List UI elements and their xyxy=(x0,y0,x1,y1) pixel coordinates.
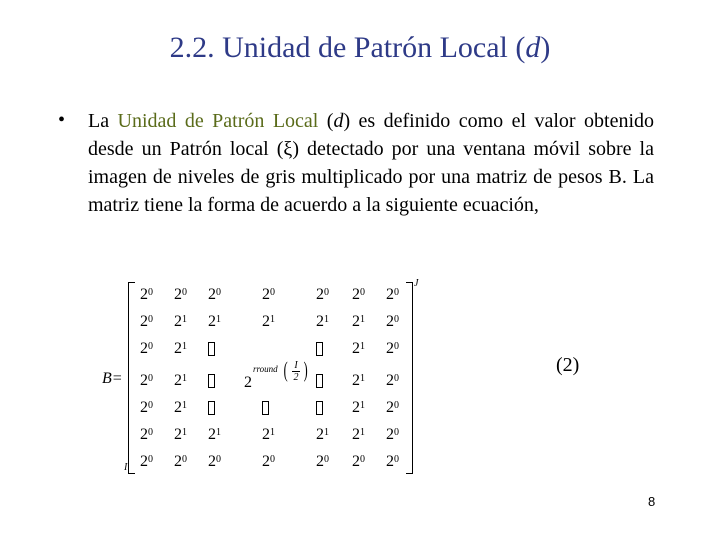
placeholder-box xyxy=(316,342,323,356)
title-suffix: ) xyxy=(540,31,551,64)
center-paren-right: ) xyxy=(303,357,308,382)
matrix-cell: $2^0$ xyxy=(140,426,153,443)
matrix-cell: $2^0$ xyxy=(174,453,187,470)
placeholder-box xyxy=(208,401,215,415)
matrix-index-top: J xyxy=(414,278,419,289)
matrix-cell: $2^0$ xyxy=(208,453,221,470)
matrix-cell: $2^1$ xyxy=(316,313,329,330)
matrix-cell xyxy=(316,340,323,358)
placeholder-box xyxy=(262,401,269,415)
bullet-symbol: d xyxy=(333,110,344,132)
matrix-cell xyxy=(208,340,215,358)
matrix-cell: $2^1$ xyxy=(352,340,365,357)
page-number: 8 xyxy=(648,494,656,509)
center-fraction xyxy=(292,360,300,383)
matrix-cell: $2^1$ xyxy=(174,399,187,416)
matrix-cell: $2^1$ xyxy=(352,426,365,443)
matrix-cell: $2^0$ xyxy=(386,426,399,443)
matrix-cell: $2^0$ xyxy=(386,286,399,303)
matrix-cell: $2^0$ xyxy=(140,453,153,470)
bullet-text xyxy=(88,107,654,219)
matrix-cell: $2^0$ xyxy=(316,453,329,470)
matrix-cell: $2^1$ xyxy=(174,426,187,443)
matrix-cell: $2^1$ xyxy=(174,340,187,357)
matrix-cell: $2^0$ xyxy=(140,313,153,330)
title-symbol: d xyxy=(525,31,541,64)
matrix-cell: $2^0$ xyxy=(386,399,399,416)
slide-title xyxy=(0,30,720,66)
matrix-equation xyxy=(96,272,456,477)
matrix-lhs: B= xyxy=(102,370,123,387)
matrix-cell: $2^1$ xyxy=(352,313,365,330)
matrix-cell xyxy=(262,399,269,417)
matrix-cell: $2^0$ xyxy=(316,286,329,303)
center-paren-left: ( xyxy=(283,357,288,382)
matrix-cell xyxy=(208,372,215,390)
matrix-cell: $2^1$ xyxy=(262,313,275,330)
matrix-cell: $2^1$ xyxy=(174,313,187,330)
matrix-cell: $2^0$ xyxy=(352,286,365,303)
matrix-cell: $2^1$ xyxy=(316,426,329,443)
matrix-cell: $2^0$ xyxy=(174,286,187,303)
matrix-cell: $2^0$ xyxy=(140,372,153,389)
placeholder-box xyxy=(316,374,323,388)
matrix-right-bracket xyxy=(406,282,413,474)
bullet-after-term: ( xyxy=(318,110,334,132)
bullet-dot: • xyxy=(58,109,66,131)
bullet-term: Unidad de Patrón Local xyxy=(117,110,319,132)
matrix-cell: $2^0$ xyxy=(262,286,275,303)
matrix-cell: $2^0$ xyxy=(386,340,399,357)
matrix-cell: $2^1$ xyxy=(208,313,221,330)
matrix-cell: $2^0$ xyxy=(386,313,399,330)
matrix-cell: $2^1$ xyxy=(262,426,275,443)
center-frac-num: I xyxy=(292,360,300,372)
matrix-cell xyxy=(316,399,323,417)
bullet-lead: La xyxy=(88,110,118,132)
center-round: rround xyxy=(253,364,278,374)
matrix-cell: $2^1$ xyxy=(352,399,365,416)
matrix-cell: $2^0$ xyxy=(208,286,221,303)
matrix-left-bracket xyxy=(128,282,135,474)
placeholder-box xyxy=(208,342,215,356)
matrix-cell: $2^0$ xyxy=(352,453,365,470)
placeholder-box xyxy=(316,401,323,415)
matrix-index-bottom: I xyxy=(124,462,128,473)
placeholder-box xyxy=(208,374,215,388)
matrix-cell xyxy=(316,372,323,390)
matrix-cell: $2^1$ xyxy=(352,372,365,389)
bullet-body: ) es definido como el valor obtenido desde un Patrón local (ξ) detectado por una ventana móvil sobre la imagen de niveles de gris multiplicado por una matriz de pesos B. La matriz tiene la forma de acuerdo a la siguiente ecuación, xyxy=(88,110,654,216)
center-frac-den: 2 xyxy=(293,372,299,383)
matrix-cell: $2^1$ xyxy=(208,426,221,443)
matrix-cell: $2^0$ xyxy=(140,286,153,303)
matrix-cell xyxy=(208,399,215,417)
center-base: 2 xyxy=(244,374,252,391)
matrix-cell: $2^0$ xyxy=(140,340,153,357)
title-prefix: 2.2. Unidad de Patrón Local ( xyxy=(169,31,526,64)
equation-number: (2) xyxy=(556,354,580,376)
matrix-cell: $2^0$ xyxy=(386,453,399,470)
matrix-cell: $2^1$ xyxy=(174,372,187,389)
matrix-cell: $2^0$ xyxy=(140,399,153,416)
matrix-cell: $2^0$ xyxy=(262,453,275,470)
matrix-cell: $2^0$ xyxy=(386,372,399,389)
